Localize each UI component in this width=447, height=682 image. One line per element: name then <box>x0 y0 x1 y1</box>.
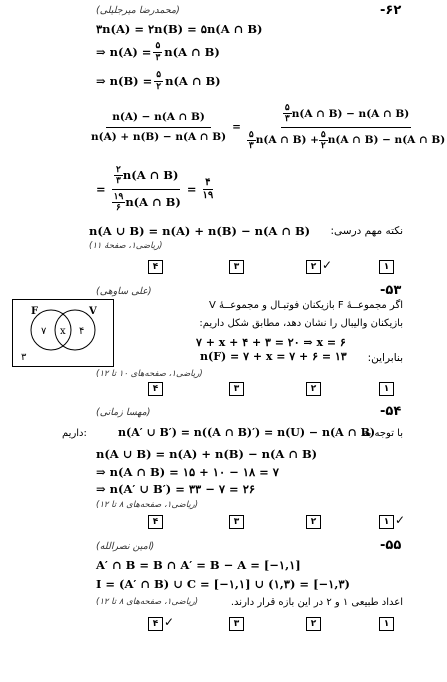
equation-line: n(A′ ∪ B′) = n((A ∩ B)′) = n(U) − n(A ∩ B) <box>118 426 376 439</box>
choice-box[interactable]: ۳ <box>229 515 244 529</box>
choice-option[interactable] <box>379 616 419 632</box>
fraction-denominator: ۲ <box>320 140 326 151</box>
answer-choices <box>0 259 415 275</box>
question-note: اعداد طبیعی ۱ و ۲ در این بازه قرار دارند. <box>230 597 403 608</box>
fraction-denominator <box>110 190 183 214</box>
reference: (ریاضی۱، صفحه‌های ۸ تا ۱۲) <box>96 597 199 607</box>
equation-part: ⇒ n(B) = <box>96 74 153 88</box>
fraction <box>245 103 447 151</box>
fraction-numerator: ۵ <box>284 102 290 113</box>
choice-box[interactable]: ۳ <box>229 617 244 631</box>
choice-box[interactable]: ۱ <box>379 382 394 396</box>
choice-box[interactable]: ۳ <box>229 260 244 274</box>
equation-part: n(A ∩ B) <box>125 194 181 209</box>
fraction-numerator: ۵ <box>156 70 162 81</box>
equals-sign: = <box>186 182 197 196</box>
choice-option[interactable] <box>306 514 346 530</box>
equation-line: A′ ∩ B = B ∩ A′ = B − A = [−۱,۱] <box>96 558 301 572</box>
venn-region-F-only: ۷ <box>41 326 47 337</box>
reference: (ریاضی۱، صفحهٔ ۱۱) <box>89 241 163 251</box>
choice-option[interactable] <box>306 381 346 397</box>
author-name: (امین نصرالله) <box>96 541 155 552</box>
equation-line: n(A ∪ B) = n(A) + n(B) − n(A ∩ B) <box>96 447 318 461</box>
fraction-denominator <box>245 128 447 152</box>
choice-option[interactable] <box>229 616 269 632</box>
fraction-denominator: ۳ <box>155 52 161 63</box>
equation-line: I = (A′ ∩ B) ∪ C = [−۱,۱] ∪ (۱,۳) = [−۱,۳) <box>96 577 350 591</box>
fraction-numerator: ۵ <box>155 41 161 52</box>
fraction-numerator: ۴ <box>205 177 211 188</box>
venn-region-outside: ۳ <box>21 352 27 363</box>
choice-box[interactable]: ۳ <box>229 382 244 396</box>
choice-box[interactable]: ۲ <box>306 382 321 396</box>
choice-option[interactable] <box>148 259 188 275</box>
choice-option[interactable] <box>229 259 269 275</box>
fraction-denominator: ۳ <box>116 176 121 187</box>
equals-sign: = <box>96 182 106 196</box>
equation-line: ۳n(A) = ۲n(B) = ۵n(A ∩ B) <box>96 22 263 36</box>
author-name: (محمدرضا میرجلیلی) <box>96 5 180 16</box>
venn-label-F: F <box>31 306 39 317</box>
choice-box[interactable]: ۲ <box>306 515 321 529</box>
therefore-label: بنابراین: <box>367 352 403 364</box>
fraction <box>112 192 126 214</box>
note-label: نکته مهم درسی: <box>330 225 403 237</box>
equation-part: ⇒ n(A) = <box>96 45 152 59</box>
venn-region-V-only: ۴ <box>79 326 85 337</box>
choice-option[interactable] <box>379 381 419 397</box>
choice-option[interactable] <box>306 616 346 632</box>
fraction-numerator: n(A) − n(A ∩ B) <box>106 111 211 127</box>
reference: (ریاضی۱، صفحه‌های ۱۰ تا ۱۲) <box>96 369 203 379</box>
fraction <box>154 70 163 92</box>
checkmark-icon: ✓ <box>322 258 333 272</box>
author-name: (علی ساوهی) <box>96 286 152 297</box>
question-number: -۵۵ <box>380 538 402 553</box>
equation-part: n(A ∩ B) + <box>255 134 319 147</box>
choice-box[interactable]: ۴ <box>148 617 163 631</box>
fraction-numerator <box>281 103 411 128</box>
fraction-denominator: ۶ <box>116 202 121 213</box>
choice-box[interactable]: ۴ <box>148 382 163 396</box>
equation-line: ⇒ n(A′ ∪ B′) = ۳۳ − ۷ = ۲۶ <box>96 482 256 496</box>
equation-line: ⇒ n(A ∩ B) = ۱۵ + ۱۰ − ۱۸ = ۷ <box>96 465 279 479</box>
fraction-numerator <box>112 165 180 190</box>
fraction <box>114 165 123 187</box>
equation-line <box>96 68 221 94</box>
reference: (ریاضی۱، صفحه‌های ۸ تا ۱۲) <box>96 500 199 510</box>
equation-part: n(A ∩ B) <box>165 74 221 88</box>
fraction <box>110 165 183 213</box>
choice-box[interactable]: ۲ <box>306 617 321 631</box>
fraction-denominator: ۳ <box>284 114 290 125</box>
answer-choices <box>0 514 415 530</box>
equals-sign: = <box>232 121 241 133</box>
fraction-numerator: ۱۹ <box>113 191 124 202</box>
fraction <box>153 41 162 63</box>
question-text: بازیکنان والیبال را نشان دهد، مطابق شکل داریم: <box>199 318 403 329</box>
choice-option[interactable] <box>148 514 188 530</box>
fraction-denominator: n(A) + n(B) − n(A ∩ B) <box>91 130 227 143</box>
question-text: داریم: <box>62 428 87 439</box>
fraction-numerator: ۵ <box>248 129 254 140</box>
question-number: -۵۴ <box>380 404 402 419</box>
fraction <box>247 130 256 152</box>
equation-part: n(A ∩ B) − n(A ∩ B) <box>327 134 446 147</box>
choice-box[interactable]: ۱ <box>379 260 394 274</box>
fraction-numerator: ۵ <box>320 129 326 140</box>
choice-option[interactable] <box>229 514 269 530</box>
choice-option[interactable] <box>379 514 419 530</box>
fraction <box>319 130 328 152</box>
equation-part: n(A ∩ B) <box>122 168 179 183</box>
answer-choices <box>0 616 415 632</box>
question-number: -۶۲ <box>380 3 402 18</box>
checkmark-icon: ✓ <box>164 615 175 629</box>
answer-choices <box>0 381 415 397</box>
choice-box[interactable]: ۴ <box>148 260 163 274</box>
fraction <box>283 103 292 125</box>
equation-part: n(A ∩ B) <box>164 45 220 59</box>
venn-diagram <box>12 299 114 367</box>
question-text: با توجه به <box>363 428 403 439</box>
choice-option[interactable] <box>229 381 269 397</box>
venn-region-intersection: x <box>60 326 66 337</box>
choice-box[interactable]: ۱ <box>379 617 394 631</box>
choice-option[interactable] <box>148 616 188 632</box>
choice-option[interactable] <box>379 259 419 275</box>
fraction-denominator: ۱۹ <box>202 189 214 201</box>
question-number: -۵۳ <box>380 283 402 298</box>
choice-box[interactable]: ۲ <box>306 260 321 274</box>
checkmark-icon: ✓ <box>395 513 406 527</box>
fraction <box>89 111 228 142</box>
equation-line: n(F) = ۷ + x = ۷ + ۶ = ۱۳ <box>200 350 347 363</box>
fraction-denominator: ۳ <box>248 140 254 151</box>
question-text: اگر مجموعــهٔ F بازیکنان فوتبـال و مجموعــهٔ V <box>208 300 403 311</box>
author-name: (مهسا زمانی) <box>96 407 151 418</box>
equation-line: ۷ + x + ۴ + ۳ = ۲۰ ⇒ x = ۶ <box>196 336 346 349</box>
fraction-denominator: ۲ <box>156 81 162 92</box>
choice-box[interactable]: ۴ <box>148 515 163 529</box>
equation-line <box>96 39 220 65</box>
note-formula: n(A ∪ B) = n(A) + n(B) − n(A ∩ B) <box>89 224 311 238</box>
venn-label-V: V <box>89 306 97 317</box>
equation-part: n(A ∩ B) − n(A ∩ B) <box>291 107 410 120</box>
choice-option[interactable] <box>148 381 188 397</box>
equation-line <box>96 160 215 218</box>
fraction-numerator: ۲ <box>116 164 121 175</box>
fraction <box>200 177 215 201</box>
choice-box[interactable]: ۱ <box>379 515 394 529</box>
equation-line <box>89 100 447 154</box>
choice-option[interactable] <box>306 259 346 275</box>
venn-svg <box>13 300 113 366</box>
